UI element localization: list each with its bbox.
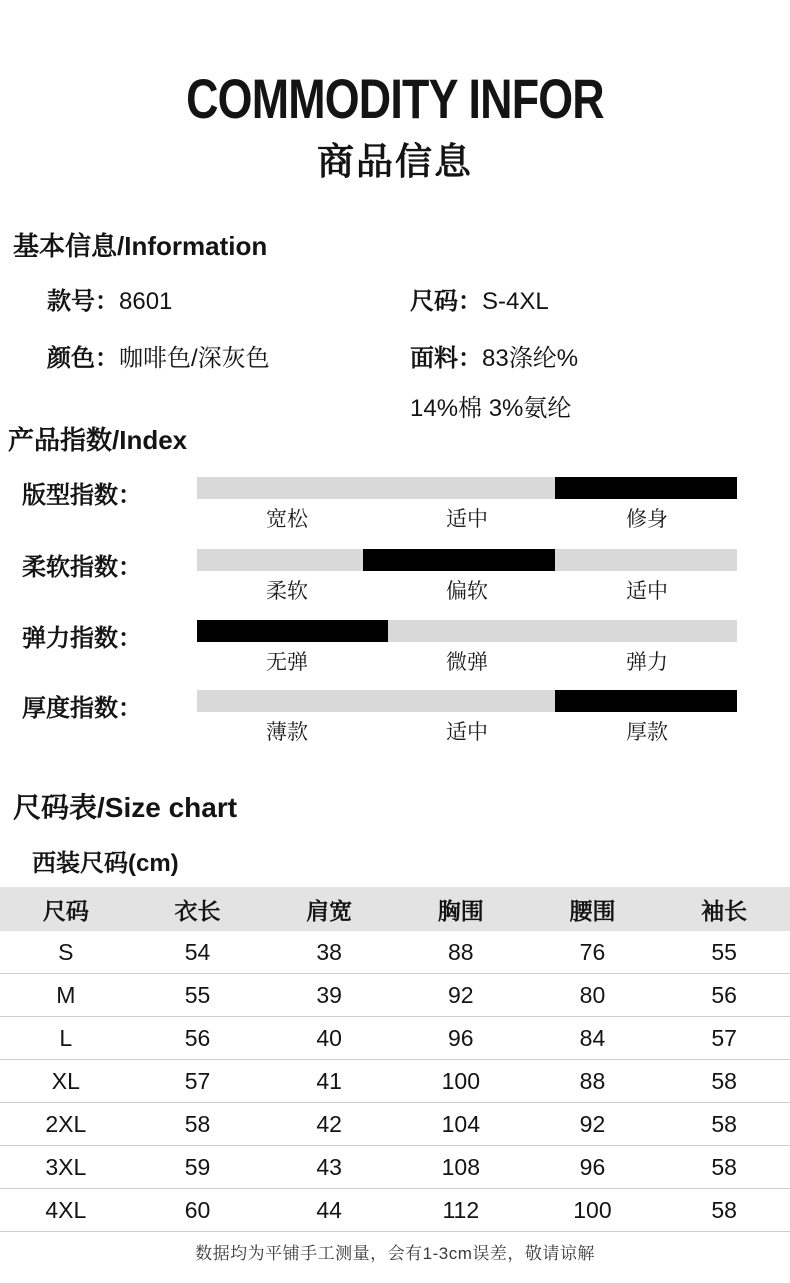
table-cell: 96	[579, 1153, 606, 1180]
column-header: 衣长	[174, 897, 221, 924]
field-fabric-label: 面料：	[410, 345, 482, 372]
table-cell: M	[56, 981, 76, 1008]
column-header: 尺码	[42, 897, 89, 924]
size-chart-heading: 尺码表/Size chart	[13, 792, 238, 823]
measurement-disclaimer: 数据均为平铺手工测量，会有1-3cm误差，敬请谅解	[195, 1244, 595, 1263]
table-cell: 108	[441, 1153, 480, 1180]
table-cell: 54	[184, 938, 211, 965]
table-cell: 39	[316, 981, 342, 1008]
basic-info-heading: 基本信息/Information	[13, 231, 268, 261]
index-row-fit-label: 版型指数：	[22, 482, 142, 509]
table-cell: 59	[184, 1153, 211, 1180]
table-cell: 2XL	[45, 1110, 87, 1137]
column-header: 肩宽	[306, 897, 353, 924]
index-bar-thickness-fill	[555, 690, 737, 712]
table-cell: 40	[316, 1024, 342, 1051]
index-bar-thickness	[197, 690, 737, 712]
page-title-chinese: 商品信息	[317, 141, 473, 182]
index-bar-softness-fill	[363, 549, 555, 571]
table-row	[0, 1060, 790, 1103]
table-cell: 38	[316, 938, 342, 965]
table-cell: 44	[316, 1196, 342, 1223]
index-options-fit	[197, 503, 737, 533]
table-cell: 100	[573, 1196, 612, 1223]
table-cell: 58	[184, 1110, 211, 1137]
field-fabric-line2-value: 14%棉 3%氨纶	[410, 395, 572, 422]
field-color-value: 咖啡色/深灰色	[119, 345, 270, 372]
index-bar-fit	[197, 477, 737, 499]
table-cell: 88	[579, 1067, 606, 1094]
table-row	[0, 1017, 790, 1060]
index-option: 适中	[445, 721, 488, 744]
index-bar-elasticity	[197, 620, 737, 642]
index-option: 微弹	[445, 651, 488, 674]
table-cell: 88	[448, 938, 474, 965]
table-cell: 96	[448, 1024, 474, 1051]
table-cell: 80	[579, 981, 606, 1008]
table-cell: 56	[711, 981, 737, 1008]
field-color-label: 颜色：	[47, 345, 119, 372]
index-row-thickness-label: 厚度指数：	[22, 695, 142, 722]
field-color	[47, 338, 270, 373]
index-option: 厚款	[625, 721, 668, 744]
table-row	[0, 1103, 790, 1146]
table-cell: 57	[711, 1024, 737, 1051]
index-row-softness-label: 柔软指数：	[22, 554, 142, 581]
size-chart-header-row	[0, 887, 790, 931]
table-row	[0, 974, 790, 1017]
field-fabric-line2	[410, 388, 571, 423]
index-option: 薄款	[265, 721, 308, 744]
index-option: 柔软	[265, 580, 308, 603]
index-options-thickness	[197, 716, 737, 746]
field-model-value: 8601	[119, 288, 173, 315]
table-cell: 92	[579, 1110, 606, 1137]
table-row	[0, 1189, 790, 1232]
index-options-elasticity	[197, 646, 737, 676]
index-option: 宽松	[265, 508, 308, 531]
field-model	[47, 281, 172, 316]
index-option: 适中	[445, 508, 488, 531]
column-header: 袖长	[701, 897, 748, 924]
table-cell: 112	[442, 1196, 480, 1223]
size-chart-subheading: 西装尺码(cm)	[32, 850, 179, 877]
table-cell: 76	[579, 938, 606, 965]
table-row	[0, 1146, 790, 1189]
index-bar-elasticity-fill	[197, 620, 388, 642]
index-heading: 产品指数/Index	[8, 425, 188, 455]
index-bar-fit-fill	[555, 477, 737, 499]
table-cell: 58	[711, 1110, 737, 1137]
table-cell: 42	[316, 1110, 342, 1137]
table-cell: 43	[316, 1153, 342, 1180]
table-cell: 41	[316, 1067, 342, 1094]
index-bar-softness	[197, 549, 737, 571]
index-option: 适中	[625, 580, 668, 603]
field-size-label: 尺码：	[410, 288, 482, 315]
size-chart-table	[0, 887, 790, 1232]
column-header: 腰围	[569, 897, 616, 924]
index-option: 修身	[625, 508, 668, 531]
index-options-softness	[197, 575, 737, 605]
column-header: 胸围	[437, 897, 484, 924]
field-size-value: S-4XL	[482, 288, 549, 315]
table-cell: 92	[448, 981, 474, 1008]
field-fabric-value: 83涤纶%	[482, 345, 579, 372]
field-model-label: 款号：	[47, 288, 119, 315]
table-cell: 56	[184, 1024, 211, 1051]
table-cell: L	[59, 1024, 73, 1051]
table-cell: 4XL	[45, 1196, 87, 1223]
index-option: 偏软	[445, 580, 488, 603]
field-fabric	[410, 338, 578, 373]
index-option: 无弹	[265, 651, 308, 674]
page-title-english: COMMODITY INFOR	[186, 67, 604, 130]
table-cell: 58	[711, 1196, 737, 1223]
field-size	[410, 281, 549, 316]
table-cell: 100	[441, 1067, 480, 1094]
table-cell: 84	[579, 1024, 606, 1051]
index-row-elasticity-label: 弹力指数：	[22, 625, 142, 652]
table-cell: XL	[51, 1067, 80, 1094]
table-cell: 57	[184, 1067, 211, 1094]
table-cell: 104	[441, 1110, 480, 1137]
table-cell: S	[58, 938, 74, 965]
table-cell: 58	[711, 1153, 737, 1180]
table-row	[0, 931, 790, 974]
table-cell: 60	[184, 1196, 211, 1223]
table-cell: 55	[711, 938, 737, 965]
table-cell: 3XL	[45, 1153, 87, 1180]
index-option: 弹力	[625, 651, 668, 674]
table-cell: 55	[184, 981, 211, 1008]
table-cell: 58	[711, 1067, 737, 1094]
